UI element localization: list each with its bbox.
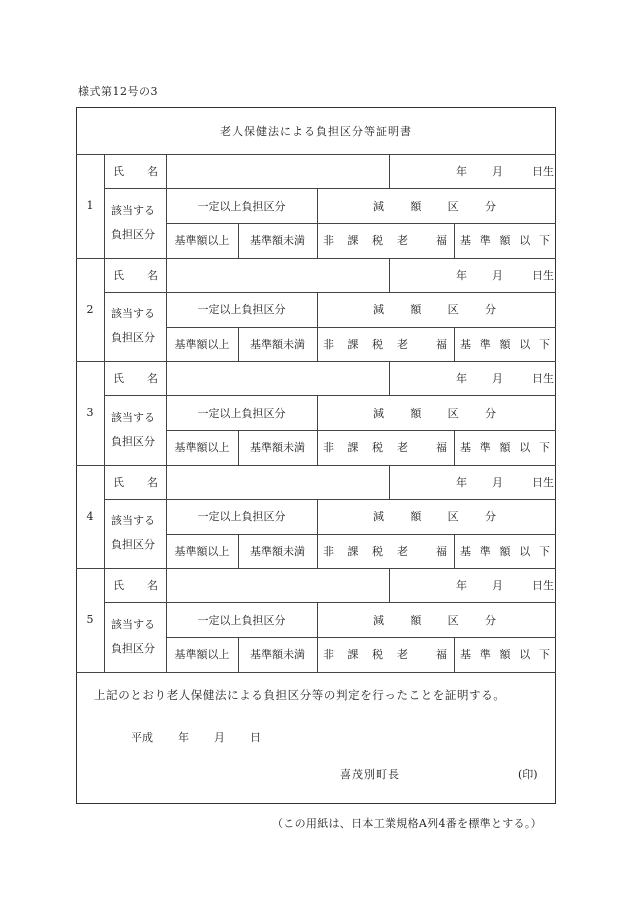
non-taxable-option [317,534,389,569]
welfare-option [389,534,454,569]
category-label-line2: 負担区分 [111,331,155,345]
below-base-option [454,534,556,569]
name-label-b: 名 [147,268,158,282]
name-label-a: 氏 [113,579,124,592]
below-base-option-char: 下 [539,648,550,662]
below-base-option-char: 下 [539,441,550,455]
below-base-option-char: 額 [499,337,511,351]
row-number: 3 [86,406,94,420]
below-base-option-char: 基 [460,544,471,558]
name-label-b: 名 [147,165,158,178]
welfare-option-char: 福 [436,234,447,248]
seal-mark: (印) [518,768,538,781]
non-taxable-option [317,327,389,362]
reduction-header-char: 額 [410,406,422,420]
non-taxable-option-char: 非 [323,648,334,662]
fixed-category-header: 一定以上負担区分 [197,303,286,316]
reduction-header-char: 減 [373,510,384,523]
row-number: 4 [86,509,94,523]
under-base-option: 基準額未満 [250,234,305,248]
welfare-option [389,637,454,672]
below-base-option-char: 下 [539,234,550,248]
row-number: 5 [86,613,94,627]
below-base-option-char: 以 [519,234,531,248]
welfare-option [389,430,454,465]
category-label [104,188,166,258]
paper-size-note: （この用紙は、日本工業規格A列4番を標準とする。） [272,817,542,830]
welfare-option-char: 福 [436,544,447,558]
date-day: 日 [250,731,261,744]
welfare-option-char: 老 [397,234,408,248]
name-label [104,568,166,602]
reduction-header-char: 額 [410,510,422,523]
non-taxable-option-char: 課 [347,544,359,558]
below-base-option-char: 準 [479,544,491,558]
name-label [104,361,166,395]
birth-month: 月 [492,165,503,178]
welfare-option [389,223,454,258]
reduction-header-char: 区 [447,613,459,627]
date-year: 年 [178,731,189,744]
birth-year: 年 [456,372,467,385]
fixed-category-header: 一定以上負担区分 [197,510,286,523]
reduction-header-char: 減 [373,613,384,627]
over-base-option: 基準額以上 [174,337,230,351]
fixed-category-header: 一定以上負担区分 [197,406,286,420]
fixed-category-header: 一定以上負担区分 [197,199,286,213]
welfare-option-char: 老 [397,337,408,351]
non-taxable-option-char: 課 [347,441,359,455]
category-label-line1: 該当する [111,203,155,217]
below-base-option-char: 準 [479,337,491,351]
birth-date [389,258,556,292]
category-label-line1: 該当する [111,307,155,321]
reduction-header-char: 分 [484,199,496,213]
reduction-header-char: 減 [373,303,384,316]
over-base-option: 基準額以上 [174,441,230,455]
reduction-header [317,188,556,223]
name-label-a: 氏 [113,372,124,385]
below-base-option-char: 基 [460,234,471,248]
non-taxable-option-char: 税 [372,234,383,248]
below-base-option-char: 額 [499,441,511,455]
non-taxable-option-char: 課 [347,337,359,351]
reduction-header [317,292,556,327]
date-month: 月 [214,731,225,744]
below-base-option-char: 準 [479,648,491,662]
reduction-header-char: 分 [484,510,496,523]
category-label [104,602,166,672]
birth-month: 月 [492,268,503,282]
birth-month: 月 [492,475,503,489]
category-label [104,292,166,362]
non-taxable-option-char: 税 [372,337,383,351]
non-taxable-option-char: 税 [372,544,383,558]
name-label-a: 氏 [113,475,124,489]
reduction-header-char: 区 [447,199,459,213]
non-taxable-option [317,637,389,672]
welfare-option-char: 福 [436,441,447,455]
below-base-option [454,637,556,672]
birth-year: 年 [456,475,467,489]
over-base-option: 基準額以上 [174,648,230,662]
below-base-option-char: 準 [479,234,491,248]
non-taxable-option-char: 課 [347,648,359,662]
reduction-header-char: 区 [447,510,459,523]
category-label-line1: 該当する [111,410,155,424]
reduction-header-char: 額 [410,613,422,627]
welfare-option-char: 老 [397,441,408,455]
birth-day: 日生 [532,579,554,592]
over-base-option: 基準額以上 [174,544,230,558]
birth-date [389,154,556,188]
below-base-option-char: 以 [519,648,531,662]
reduction-header [317,395,556,430]
rule-line [76,672,556,673]
reduction-header-char: 減 [373,199,384,213]
reduction-header-char: 分 [484,303,496,316]
birth-date [389,361,556,395]
below-base-option-char: 準 [479,441,491,455]
under-base-option: 基準額未満 [250,441,305,455]
welfare-option-char: 福 [436,648,447,662]
issuer-title: 喜茂別町長 [340,768,400,781]
category-label-line2: 負担区分 [111,227,155,241]
below-base-option-char: 基 [460,337,471,351]
reduction-header-char: 額 [410,199,422,213]
birth-date [389,568,556,602]
welfare-option-char: 福 [436,337,447,351]
under-base-option: 基準額未満 [250,648,305,662]
birth-year: 年 [456,165,467,178]
below-base-option-char: 下 [539,544,550,558]
name-label-b: 名 [147,579,158,592]
reduction-header-char: 額 [410,303,422,316]
birth-day: 日生 [532,475,554,489]
fixed-category-header: 一定以上負担区分 [197,613,286,627]
birth-day: 日生 [532,165,554,178]
reduction-header-char: 減 [373,406,384,420]
below-base-option-char: 額 [499,234,511,248]
below-base-option-char: 額 [499,544,511,558]
below-base-option-char: 下 [539,337,550,351]
row-number: 2 [86,302,94,316]
reduction-header-char: 区 [447,303,459,316]
below-base-option-char: 額 [499,648,511,662]
category-label [104,499,166,569]
below-base-option-char: 基 [460,648,471,662]
non-taxable-option-char: 税 [372,648,383,662]
name-label [104,465,166,499]
birth-date [389,465,556,499]
name-label-b: 名 [147,475,158,489]
form-code: 様式第12号の3 [78,85,158,98]
birth-day: 日生 [532,268,554,282]
under-base-option: 基準額未満 [250,337,305,351]
birth-year: 年 [456,268,467,282]
below-base-option [454,430,556,465]
certification-statement: 上記のとおり老人保健法による負担区分等の判定を行ったことを証明する。 [94,688,506,702]
reduction-header-char: 分 [484,613,496,627]
birth-day: 日生 [532,372,554,385]
below-base-option-char: 以 [519,441,531,455]
non-taxable-option [317,223,389,258]
non-taxable-option-char: 非 [323,441,334,455]
name-label-a: 氏 [113,165,124,178]
category-label [104,395,166,465]
birth-year: 年 [456,579,467,592]
under-base-option: 基準額未満 [250,544,305,558]
below-base-option [454,327,556,362]
birth-month: 月 [492,372,503,385]
welfare-option-char: 老 [397,544,408,558]
non-taxable-option-char: 非 [323,544,334,558]
name-label-b: 名 [147,372,158,385]
category-label-line2: 負担区分 [111,538,155,552]
reduction-header-char: 区 [447,406,459,420]
non-taxable-option [317,430,389,465]
reduction-header-char: 分 [484,406,496,420]
category-label-line2: 負担区分 [111,434,155,448]
welfare-option [389,327,454,362]
non-taxable-option-char: 非 [323,234,334,248]
name-label [104,258,166,292]
below-base-option-char: 基 [460,441,471,455]
non-taxable-option-char: 非 [323,337,334,351]
date-era: 平成 [131,731,153,744]
name-label-a: 氏 [113,268,124,282]
form-title: 老人保健法による負担区分等証明書 [220,124,412,138]
below-base-option [454,223,556,258]
welfare-option-char: 老 [397,648,408,662]
non-taxable-option-char: 課 [347,234,359,248]
non-taxable-option-char: 税 [372,441,383,455]
reduction-header [317,602,556,637]
birth-month: 月 [492,579,503,592]
over-base-option: 基準額以上 [174,234,230,248]
reduction-header [317,499,556,534]
below-base-option-char: 以 [519,337,531,351]
category-label-line2: 負担区分 [111,641,155,655]
row-number: 1 [86,199,94,213]
below-base-option-char: 以 [519,544,531,558]
category-label-line1: 該当する [111,617,155,631]
category-label-line1: 該当する [111,514,155,528]
name-label [104,154,166,188]
